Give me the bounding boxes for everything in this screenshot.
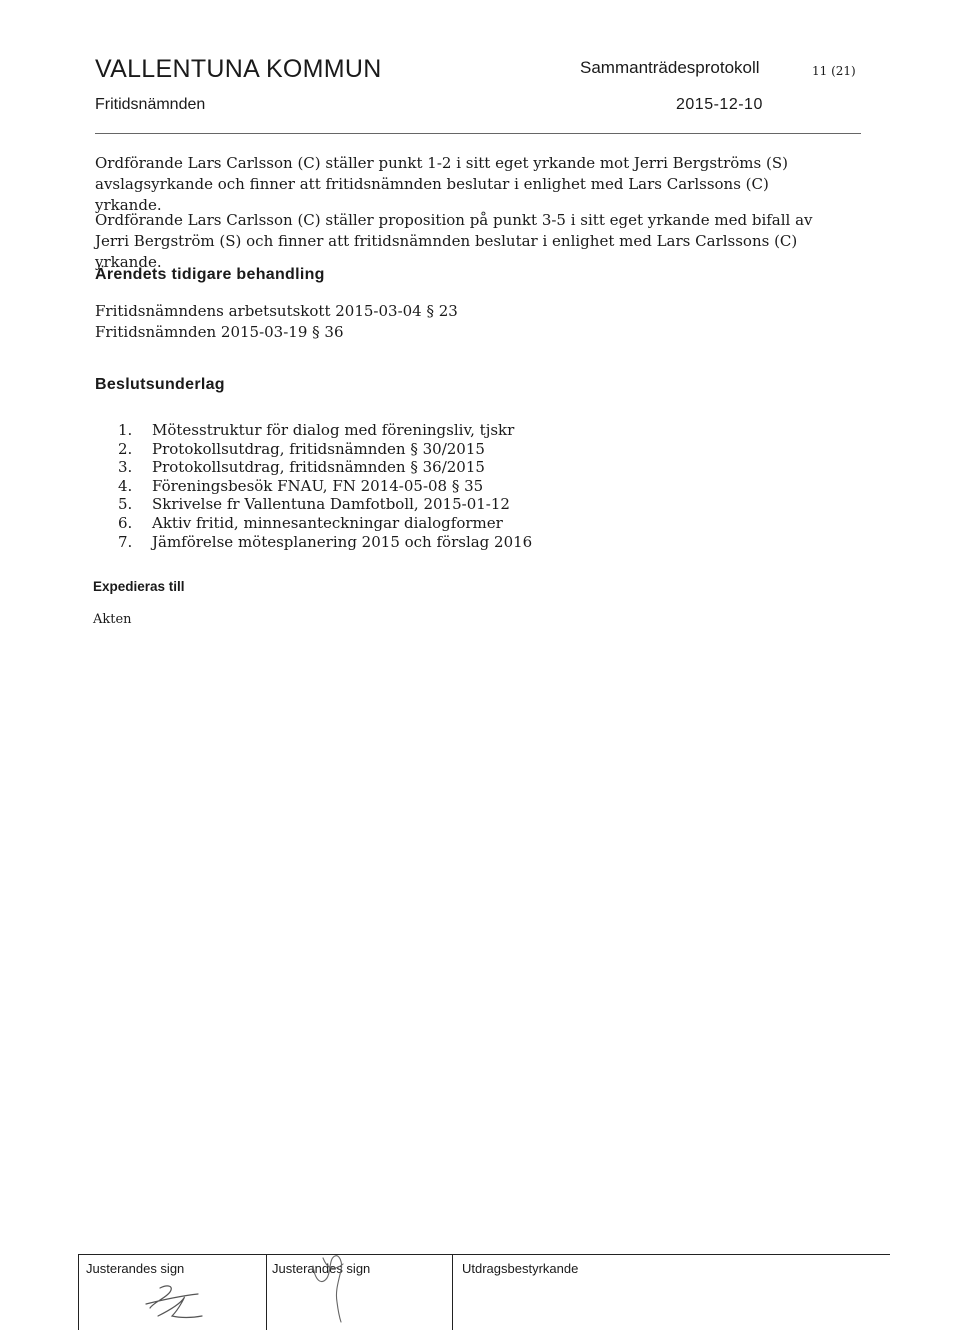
list-item-number: 5.	[118, 495, 133, 514]
list-item-number: 2.	[118, 439, 133, 458]
document-type: Sammanträdesprotokoll	[580, 58, 760, 77]
list-item-number: 4.	[118, 476, 133, 495]
list-item-text: Aktiv fritid, minnesanteckningar dialogformer	[152, 513, 503, 532]
previous-handling-list	[95, 301, 458, 343]
list-item-text: Protokollsutdrag, fritidsnämnden § 30/2015	[152, 439, 485, 458]
list-item-text: Mötesstruktur för dialog med föreningsliv, tjskr	[152, 421, 515, 439]
signature-box-divider	[78, 1254, 79, 1330]
list-item	[118, 495, 718, 514]
previous-handling-item: Fritidsnämnden 2015-03-19 § 36	[95, 323, 344, 341]
dispatch-heading: Expedieras till	[93, 579, 185, 594]
list-item	[118, 421, 718, 440]
committee-name: Fritidsnämnden	[95, 96, 206, 113]
paragraph-decision-2: Ordförande Lars Carlsson (C) ställer proposition på punkt 3-5 i sitt eget yrkande med bifall av Jerri Bergström (S) och finner att fritidsnämnden beslutar i enlighet med Lars Carlssons (C) yrkande.	[95, 211, 813, 271]
paragraph-decision-1: Ordförande Lars Carlsson (C) ställer punkt 1-2 i sitt eget yrkande mot Jerri Bergströms (S) avslagsyrkande och finner att fritidsnämnden beslutar i enlighet med Lars Carlssons (C) yrkande.	[95, 154, 788, 214]
previous-handling-heading: Ärendets tidigare behandling	[95, 266, 325, 283]
list-item	[118, 533, 718, 552]
list-item-number: 3.	[118, 458, 133, 477]
previous-handling-item: Fritidsnämndens arbetsutskott 2015-03-04 § 23	[95, 302, 458, 320]
list-item-number: 1.	[118, 421, 133, 439]
list-item	[118, 440, 718, 459]
list-item	[118, 458, 718, 477]
signature-box-divider	[452, 1254, 453, 1330]
decision-basis-heading: Beslutsunderlag	[95, 376, 225, 393]
list-item-number: 6.	[118, 513, 133, 532]
page-number: 11 (21)	[812, 64, 856, 78]
decision-basis-list	[118, 421, 718, 551]
header-divider	[95, 133, 861, 134]
signature-box-top-border	[78, 1254, 890, 1255]
dispatch-recipient: Akten	[93, 612, 132, 627]
organization-name: VALLENTUNA KOMMUN	[95, 55, 382, 83]
list-item-number: 7.	[118, 532, 133, 551]
adjuster-signature-label-1: Justerandes sign	[86, 1261, 185, 1276]
list-item-text: Protokollsutdrag, fritidsnämnden § 36/2015	[152, 458, 485, 477]
meeting-date: 2015-12-10	[676, 96, 763, 113]
list-item-text: Skrivelse fr Vallentuna Damfotboll, 2015-01-12	[152, 495, 510, 514]
list-item-text: Jämförelse mötesplanering 2015 och förslag 2016	[152, 532, 533, 551]
handwritten-signature-2	[305, 1250, 365, 1326]
handwritten-signature-1	[140, 1280, 210, 1326]
list-item	[118, 514, 718, 533]
extract-certification-label: Utdragsbestyrkande	[462, 1261, 579, 1276]
signature-box-divider	[266, 1254, 267, 1330]
adjuster-signature-label-2: Justerandes sign	[272, 1261, 371, 1276]
list-item-text: Föreningsbesök FNAU, FN 2014-05-08 § 35	[152, 476, 484, 495]
list-item	[118, 477, 718, 496]
